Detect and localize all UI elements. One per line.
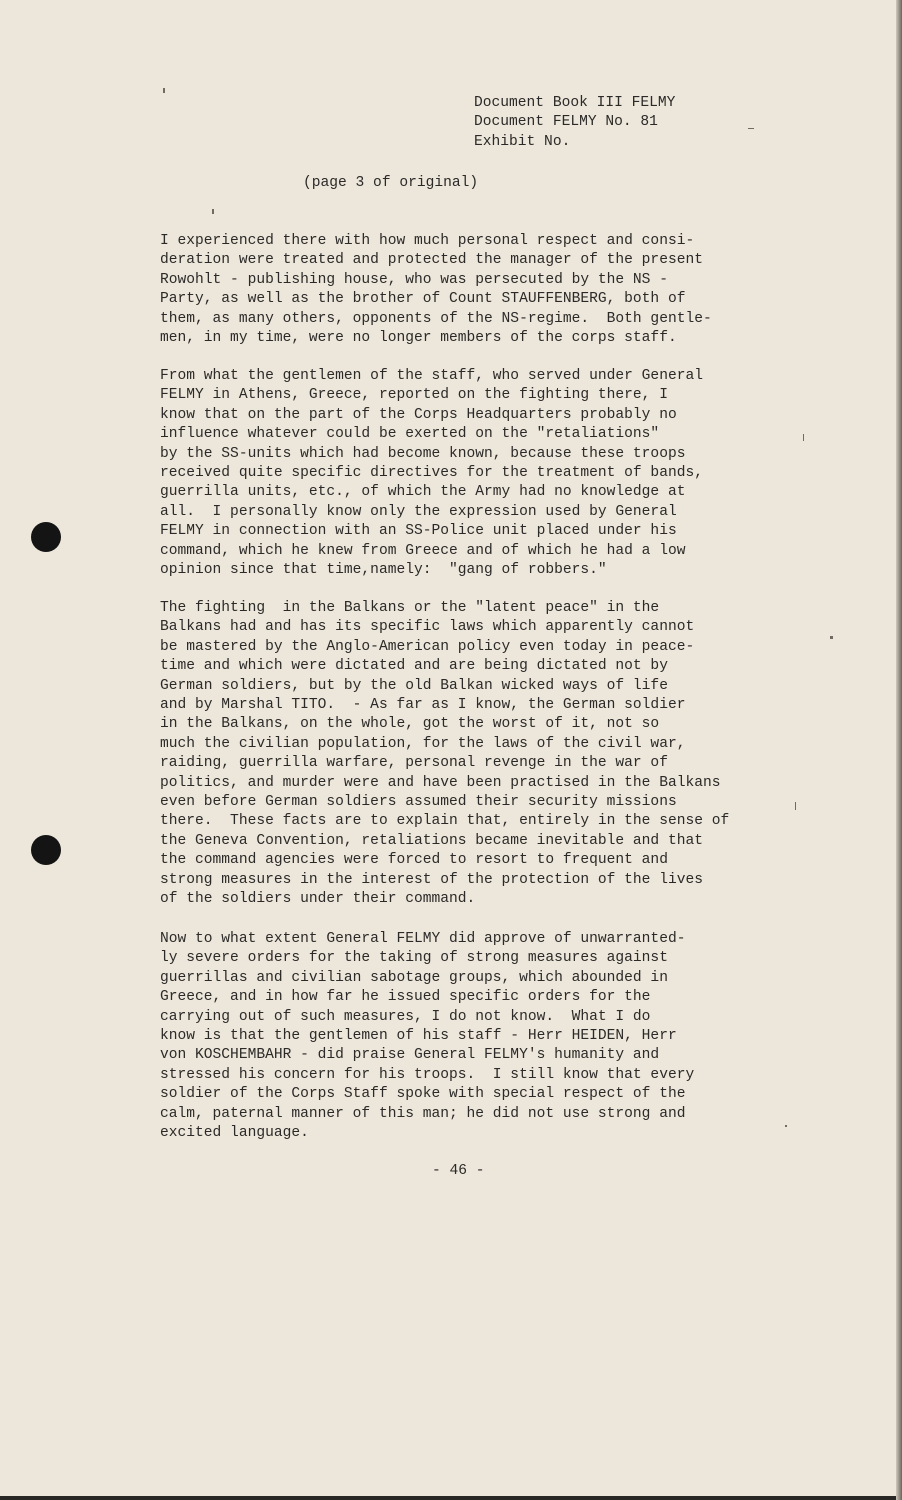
header-document-number: Document FELMY No. 81: [474, 114, 658, 131]
stray-mark: [748, 128, 754, 129]
page-number: - 46 -: [432, 1163, 485, 1179]
paragraph-4: Now to what extent General FELMY did approve of unwarranted- ly severe orders for the taking of strong measures against guerrillas and civilian sabotage groups, which abounded in Greece, and in how far he issued specific orders for the carrying out of such measures, I do not know. What I do know is that the gentlemen of his staff - Herr HEIDEN, Herr von KOSCHEMBAHR - did praise General FELMY's humanity and stressed his concern for his troops. I still know that every soldier of the Corps Staff spoke with special respect of the calm, paternal manner of this man; he did not use strong and excited language.: [160, 931, 695, 1142]
paragraph-1: I experienced there with how much personal respect and consi- deration were treated and protected the manager of the present Rowohlt - publishing house, who was persecuted by the NS - Party, as well as the brother of Count STAUFFENBERG, both of them, as many others, opponents of the NS-regime. Both gentle- men, in my time, were no longer members of the corps staff.: [160, 233, 712, 347]
stray-mark: [785, 1125, 787, 1127]
stray-mark: [212, 209, 214, 214]
stray-mark: [795, 802, 796, 810]
punch-hole-bottom: [31, 835, 61, 865]
document-header: [474, 94, 675, 152]
stray-mark: [830, 636, 833, 639]
paragraph-3: The fighting in the Balkans or the "latent peace" in the Balkans had and has its specific laws which apparently cannot be mastered by the Anglo-American policy even today in peace- time and which were dictated and are being dictated not by German soldiers, but by the old Balkan wicked ways of life and by Marshal TITO. - As far as I know, the German soldier in the Balkans, on the whole, got the worst of it, not so much the civilian population, for the laws of the civil war, raiding, guerrilla warfare, personal revenge in the war of politics, and murder were and have been practised in the Balkans even before German soldiers assumed their security missions there. These facts are to explain that, entirely in the sense of the Geneva Convention, retaliations became inevitable and that the command agencies were forced to resort to frequent and strong measures in the interest of the protection of the lives of the soldiers under their command.: [160, 600, 730, 908]
original-page-reference: (page 3 of original): [303, 175, 479, 191]
punch-hole-top: [31, 522, 61, 552]
header-document-book: Document Book III FELMY: [474, 95, 676, 111]
paragraph-2: From what the gentlemen of the staff, who served under General FELMY in Athens, Greece, reported on the fighting there, I know that on the part of the Corps Headquarters probably no influence whatever could be exerted on the "retaliations" by the SS-units which had become known, because these troops received quite specific directives for the treatment of bands, guerrilla units, etc., of which the Army had no knowledge at all. I personally know only the expression used by General FELMY in connection with an SS-Police unit placed under his command, which he knew from Greece and of which he had a low opinion since that time,namely: "gang of robbers.": [160, 368, 703, 579]
stray-mark: [803, 434, 804, 441]
stray-mark: [163, 88, 165, 93]
header-exhibit-number: Exhibit No.: [474, 133, 571, 150]
page-edge-shadow: [896, 0, 902, 1500]
